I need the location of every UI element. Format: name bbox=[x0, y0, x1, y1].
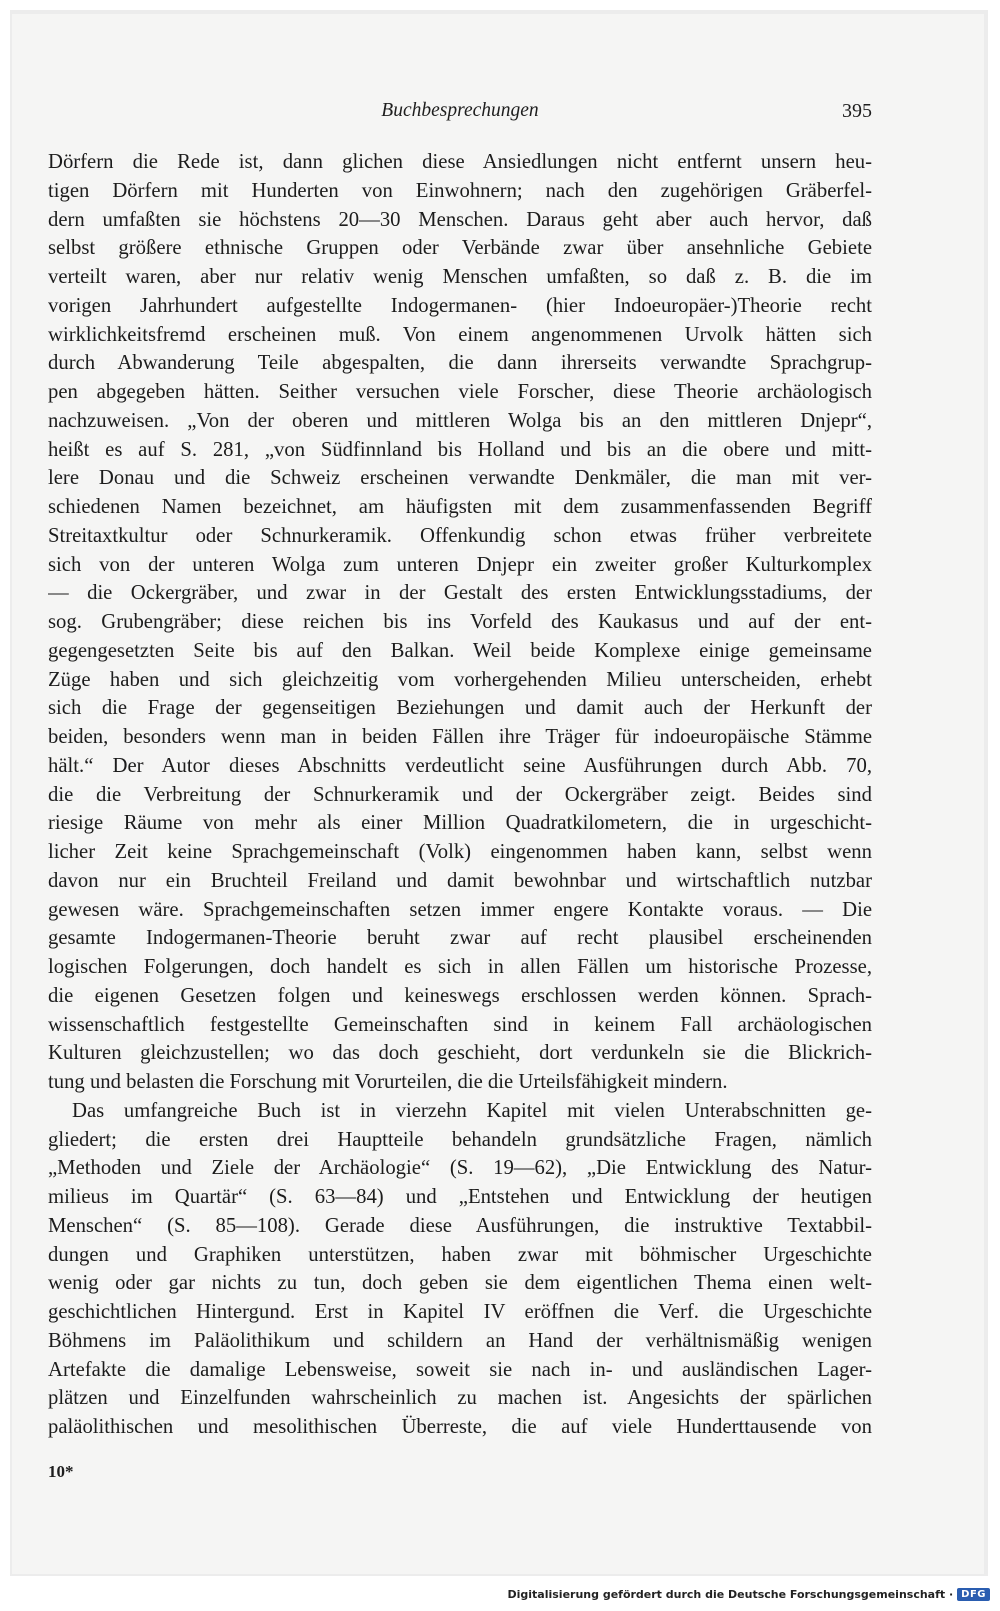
text-line: milieus im Quartär“ (S. 63—84) und „Entstehen und Entwicklung der heutigen bbox=[48, 1186, 872, 1208]
dfg-logo: DFG bbox=[957, 1588, 990, 1601]
text-line: gewesen wäre. Sprachgemeinschaften setzen immer engere Kontakte voraus. — Die bbox=[48, 898, 872, 921]
text-line: — die Ockergräber, und zwar in der Gestalt des ersten Entwicklungsstadiums, der bbox=[48, 582, 872, 605]
page-number: 395 bbox=[842, 100, 872, 122]
text-line: schiedenen Namen bezeichnet, am häufigsten mit dem zusammenfassenden Begriff bbox=[48, 496, 872, 518]
text-line: dungen und Graphiken unterstützen, haben zwar mit böhmischer Urgeschichte bbox=[48, 1243, 872, 1266]
text-line: gesamte Indogermanen-Theorie beruht zwar auf recht plausibel erscheinenden bbox=[48, 927, 872, 950]
text-line: plätzen und Einzelfunden wahrscheinlich zu machen ist. Angesichts der spärlichen bbox=[48, 1387, 872, 1410]
text-line: gegengesetzten Seite bis auf den Balkan. Weil beide Komplexe einige gemeinsame bbox=[48, 639, 872, 662]
text-line: Züge haben und sich gleichzeitig vom vorhergehenden Milieu unterscheiden, erhebt bbox=[48, 668, 872, 691]
text-line: tigen Dörfern mit Hunderten von Einwohnern; nach den zugehörigen Gräberfel- bbox=[48, 179, 872, 202]
text-line: pen abgegeben hätten. Seither versuchen viele Forscher, diese Theorie archäologisch bbox=[48, 381, 872, 403]
text-line: licher Zeit keine Sprachgemeinschaft (Volk) eingenommen haben kann, selbst wenn bbox=[48, 841, 872, 863]
text-line: wissenschaftlich festgestellte Gemeinschaften sind in keinem Fall archäologischen bbox=[48, 1013, 872, 1036]
text-line: lere Donau und die Schweiz erscheinen verwandte Denkmäler, die man mit ver- bbox=[48, 467, 872, 490]
text-line: Das umfangreiche Buch ist in vierzehn Kapitel mit vielen Unterabschnitten ge- bbox=[72, 1099, 872, 1122]
body-text bbox=[48, 148, 872, 1471]
text-line: sich von der unteren Wolga zum unteren Dnjepr ein zweiter großer Kulturkomplex bbox=[48, 553, 872, 576]
text-line: verteilt waren, aber nur relativ wenig Menschen umfaßten, so daß z. B. die im bbox=[48, 266, 872, 288]
text-line: Böhmens im Paläolithikum und schildern an Hand der verhältnismäßig wenigen bbox=[48, 1329, 872, 1352]
text-line: heißt es auf S. 281, „von Südfinnland bis Holland und bis an die obere und mitt- bbox=[48, 438, 872, 461]
text-line: riesige Räume von mehr als einer Million Quadratkilometern, die in urgeschicht- bbox=[48, 812, 872, 835]
text-line: die die Verbreitung der Schnurkeramik und der Ockergräber zeigt. Beides sind bbox=[48, 783, 872, 806]
text-line: hält.“ Der Autor dieses Abschnitts verdeutlicht seine Ausführungen durch Abb. 70, bbox=[48, 754, 872, 777]
text-line: durch Abwanderung Teile abgespalten, die dann ihrerseits verwandte Sprachgrup- bbox=[48, 352, 872, 375]
signature-mark: 10* bbox=[48, 1462, 74, 1481]
text-line: beiden, besonders wenn man in beiden Fällen ihre Träger für indoeuropäische Stämme bbox=[48, 726, 872, 748]
text-line: Artefakte die damalige Lebensweise, soweit sie nach in- und ausländischen Lager- bbox=[48, 1358, 872, 1381]
text-line: Dörfern die Rede ist, dann glichen diese Ansiedlungen nicht entfernt unsern heu- bbox=[48, 151, 872, 173]
text-line: gliedert; die ersten drei Hauptteile behandeln grundsätzliche Fragen, nämlich bbox=[48, 1128, 872, 1151]
text-line: „Methoden und Ziele der Archäologie“ (S. 19—62), „Die Entwicklung des Natur- bbox=[48, 1157, 872, 1180]
text-line: vorigen Jahrhundert aufgestellte Indogermanen- (hier Indoeuropäer-)Theorie recht bbox=[48, 294, 872, 317]
text-line: geschichtlichen Hintergund. Erst in Kapitel IV eröffnen die Verf. die Urgeschichte bbox=[48, 1301, 872, 1323]
text-line: logischen Folgerungen, doch handelt es sich in allen Fällen um historische Prozesse, bbox=[48, 956, 872, 978]
text-line: wenig oder gar nichts zu tun, doch geben sie dem eigentlichen Thema einen welt- bbox=[48, 1272, 872, 1295]
text-line: paläolithischen und mesolithischen Überreste, die auf viele Hunderttausende von bbox=[48, 1416, 872, 1438]
text-line: tung und belasten die Forschung mit Vorurteilen, die die Urteilsfähigkeit mindern. bbox=[48, 1071, 728, 1093]
running-title: Buchbesprechungen bbox=[381, 100, 539, 121]
text-line: nachzuweisen. „Von der oberen und mittleren Wolga bis an den mittleren Dnjepr“, bbox=[48, 409, 872, 432]
text-line: die eigenen Gesetzen folgen und keineswegs erschlossen werden können. Sprach- bbox=[48, 984, 872, 1007]
text-line: davon nur ein Bruchteil Freiland und damit bewohnbar und wirtschaftlich nutzbar bbox=[48, 869, 872, 892]
text-line: dern umfaßten sie höchstens 20—30 Menschen. Daraus geht aber auch hervor, daß bbox=[48, 208, 872, 231]
text-line: selbst größere ethnische Gruppen oder Verbände zwar über ansehnliche Gebiete bbox=[48, 237, 872, 260]
text-line: sich die Frage der gegenseitigen Beziehungen und damit auch der Herkunft der bbox=[48, 697, 872, 720]
text-line: sog. Grubengräber; diese reichen bis ins Vorfeld des Kaukasus und auf der ent- bbox=[48, 611, 872, 633]
text-line: Menschen“ (S. 85—108). Gerade diese Ausführungen, die instruktive Textabbil- bbox=[48, 1214, 872, 1237]
text-line bbox=[48, 1442, 872, 1471]
text-line: Streitaxtkultur oder Schnurkeramik. Offenkundig schon etwas früher verbreitete bbox=[48, 524, 872, 547]
text-line: Kulturen gleichzustellen; wo das doch geschieht, dort verdunkeln sie die Blickrich- bbox=[48, 1042, 872, 1065]
running-head bbox=[48, 100, 872, 126]
digitization-footer bbox=[507, 1583, 990, 1605]
footer-text: Digitalisierung gefördert durch die Deutsche Forschungsgemeinschaft · bbox=[507, 1587, 954, 1601]
text-line: wirklichkeitsfremd erscheinen muß. Von einem angenommenen Urvolk hätten sich bbox=[48, 323, 872, 346]
